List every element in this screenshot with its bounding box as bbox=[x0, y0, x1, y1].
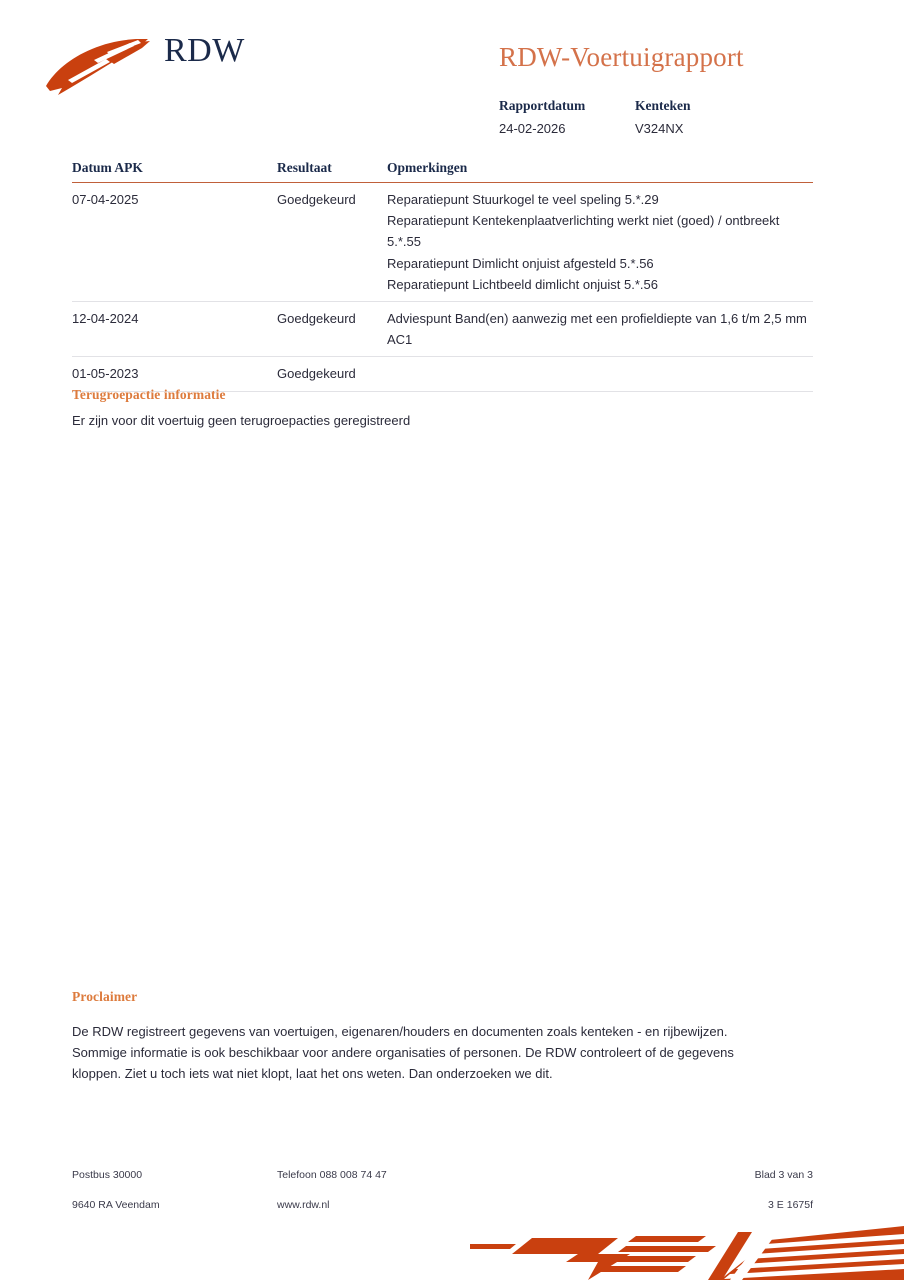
footer-postbus: Postbus 30000 bbox=[72, 1169, 143, 1181]
remark-line: Reparatiepunt Lichtbeeld dimlicht onjuist 5.*.56 bbox=[387, 276, 659, 292]
plate-label: Kenteken bbox=[635, 98, 691, 113]
table-header-row bbox=[72, 160, 813, 183]
cell-remarks bbox=[387, 189, 813, 295]
footer-row-top bbox=[72, 1168, 813, 1184]
footer-website[interactable]: www.rdw.nl bbox=[277, 1198, 330, 1211]
report-meta bbox=[499, 96, 691, 139]
cell-date: 01-05-2023 bbox=[72, 366, 139, 382]
cell-result: Goedgekeurd bbox=[277, 310, 356, 326]
recall-heading: Terugroepactie informatie bbox=[72, 387, 226, 402]
recall-text: Er zijn voor dit voertuig geen terugroepacties geregistreerd bbox=[72, 413, 411, 428]
remark-line: Reparatiepunt Stuurkogel te veel speling 5.*.29 bbox=[387, 192, 659, 207]
proclaimer-section bbox=[72, 989, 813, 1084]
cell-date: 07-04-2025 bbox=[72, 192, 139, 207]
recall-section bbox=[72, 387, 813, 432]
rdw-logo bbox=[44, 30, 304, 110]
apk-history-table bbox=[72, 160, 813, 392]
footer-phone: Telefoon 088 008 74 47 bbox=[277, 1169, 387, 1181]
remark-line: Adviespunt Band(en) aanwezig met een profieldiepte van 1,6 t/m 2,5 mm AC1 bbox=[387, 310, 807, 348]
column-header-date: Datum APK bbox=[72, 160, 143, 175]
page-footer bbox=[72, 1168, 813, 1228]
proclaimer-heading: Proclaimer bbox=[72, 989, 138, 1004]
remark-line: Reparatiepunt Dimlicht onjuist afgesteld 5.*.56 bbox=[387, 255, 654, 271]
table-row bbox=[72, 183, 813, 302]
table-row bbox=[72, 302, 813, 357]
column-header-remarks: Opmerkingen bbox=[387, 160, 468, 175]
cell-remarks bbox=[387, 363, 813, 384]
rdw-feather-logo-icon bbox=[44, 38, 156, 100]
document-header bbox=[0, 0, 904, 150]
cell-result: Goedgekeurd bbox=[277, 366, 356, 382]
rdw-bottom-decoration-icon bbox=[470, 1220, 904, 1280]
footer-page-indicator: Blad 3 van 3 bbox=[754, 1169, 813, 1181]
cell-date: 12-04-2024 bbox=[72, 310, 139, 326]
cell-result: Goedgekeurd bbox=[277, 192, 356, 207]
table-body bbox=[72, 183, 813, 392]
cell-remarks bbox=[387, 308, 813, 350]
report-date-value: 24-02-2026 bbox=[499, 120, 566, 136]
remark-line: Reparatiepunt Kentekenplaatverlichting werkt niet (goed) / ontbreekt 5.*.55 bbox=[387, 213, 780, 250]
footer-city: 9640 RA Veendam bbox=[72, 1198, 160, 1211]
plate-group bbox=[635, 96, 691, 139]
report-date-group bbox=[499, 96, 635, 139]
column-header-result: Resultaat bbox=[277, 160, 332, 175]
rdw-wordmark: RDW bbox=[164, 32, 245, 69]
proclaimer-text: De RDW registreert gegevens van voertuigen, eigenaren/houders en documenten zoals kenteken - en rijbewijzen. Sommige informatie is ook beschikbaar voor andere organisaties of personen. De RDW controleert of de gegevens kloppen. Ziet u toch iets wat niet klopt, laat het ons weten. Dan onderzoeken we dit. bbox=[72, 1024, 734, 1082]
footer-doc-code: 3 E 1675f bbox=[768, 1198, 813, 1211]
report-date-label: Rapportdatum bbox=[499, 98, 586, 113]
plate-value: V324NX bbox=[635, 120, 684, 136]
page-title: RDW-Voertuigrapport bbox=[499, 42, 744, 72]
footer-row-bottom bbox=[72, 1198, 813, 1214]
